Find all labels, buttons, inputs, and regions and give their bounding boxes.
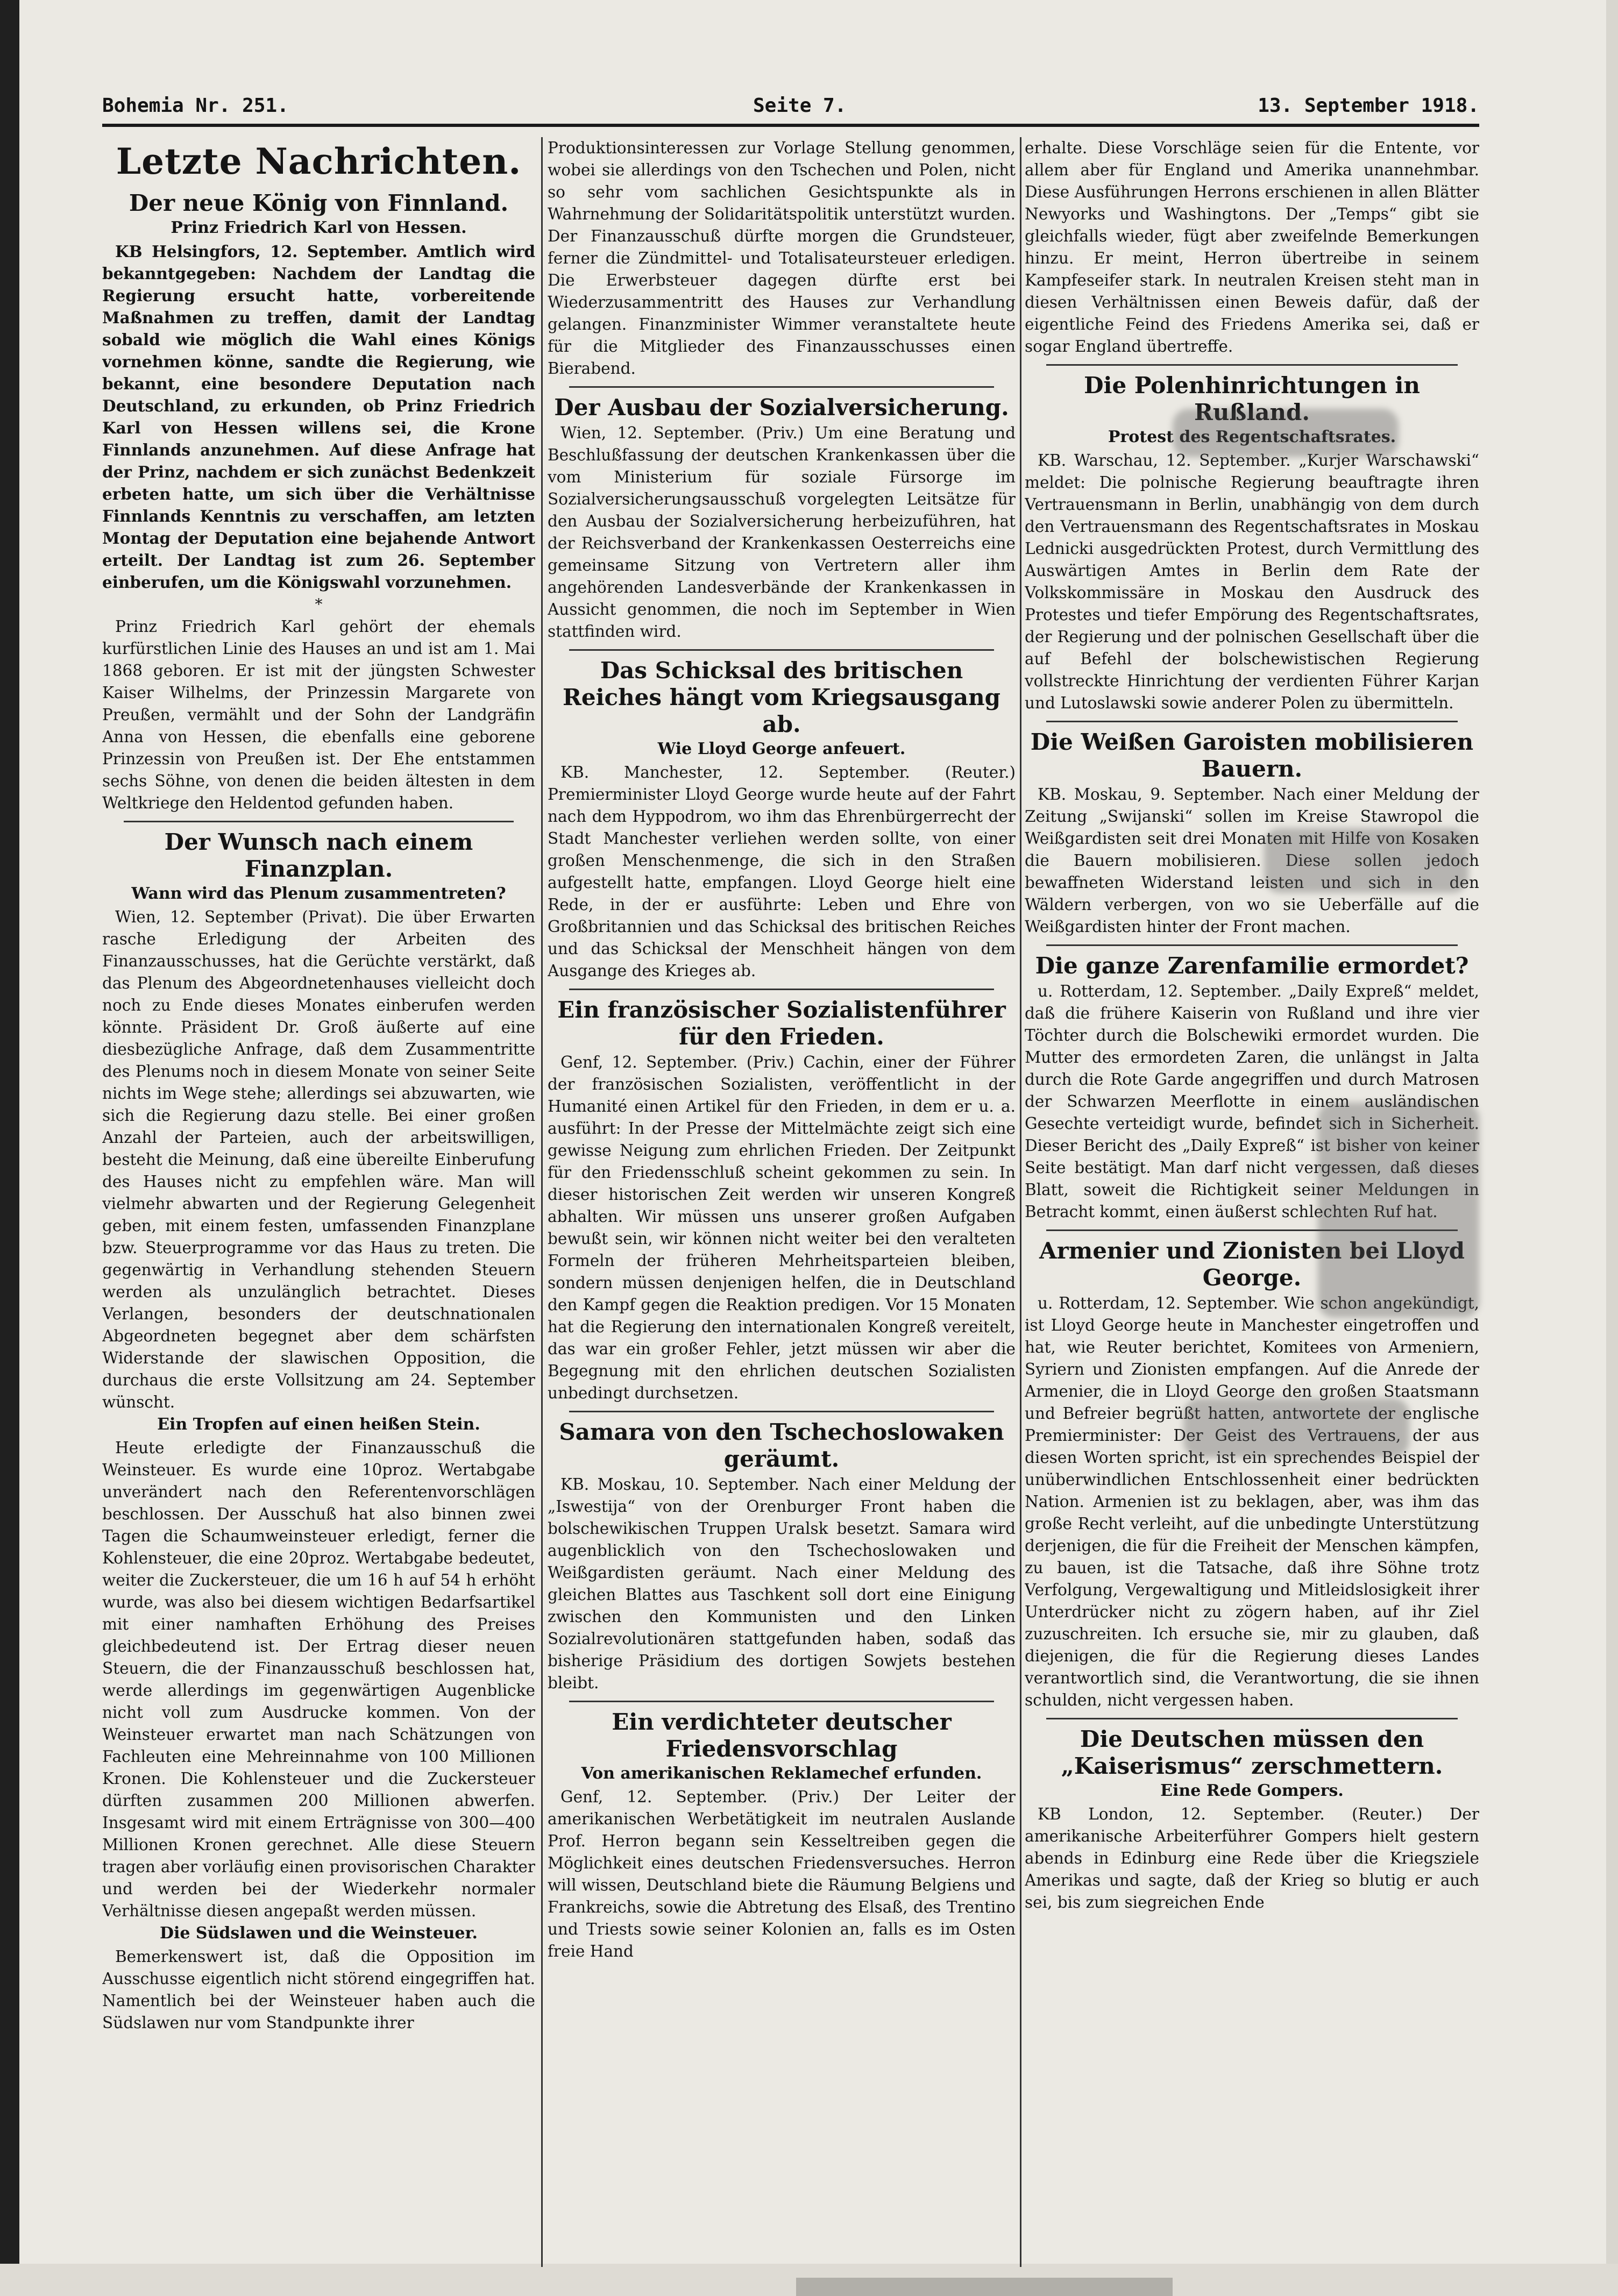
article-headline: Armenier und Zionisten bei Lloyd George. (1039, 1238, 1465, 1291)
ink-smudge (1264, 828, 1468, 893)
article-paragraph: Produktionsinteressen zur Vorlage Stellung genommen, wobei sie allerdings von den Tschechen und Polen, nicht so sehr vom sachlichen Gesichtspunkte als in Wahrnehmung der Solidaritätspolitik unterstützt wurden. Der Finanzausschuß dürfte morgen die Grundsteuer, ferner die Zündmittel- und Totalisateursteuer erledigen. Die Erwerbsteuer dagegen dürfte erst bei Wiederzusammentritt des Hauses zur Verhandlung gelangen. Finanzminister Wimmer veranstaltete heute für die Mitglieder des Finanzausschusses einen Bierabend. (548, 139, 1016, 378)
article-divider (124, 821, 514, 822)
article-subheadline: Von amerikanischen Reklamechef erfunden. (581, 1764, 982, 1783)
article-divider (569, 1701, 994, 1702)
article-headline: Die Polenhinrichtungen in Rußland. (1084, 372, 1420, 425)
article-paragraph: Genf, 12. September. (Priv.) Der Leiter der amerikanischen Werbetätigkeit im neutralen Auslande Prof. Herron begann sein Kesseltreiben gegen die Möglichkeit eines deutschen Friedensversuches. Herron will wissen, Deutschland biete die Räumung Belgiens und Frankreichs, sowie die Abtretung des Elsaß, des Trentino und Triests sowie seiner Kolonien an, falls es im Osten freie Hand (548, 1788, 1016, 1960)
article-divider (1046, 1718, 1458, 1719)
article-paragraph: Heute erledigte der Finanzausschuß die Weinsteuer. Es wurde eine 10proz. Wertabgabe unverändert nach den Referentenvorschlägen beschlossen. Der Ausschuß hat also binnen zwei Tagen die Schaumweinsteuer erledigt, ferner die Kohlensteuer, die eine 20proz. Wertabgabe bedeutet, weiter die Zuckersteuer, die um 16 h auf 54 h erhöht wurde, was also bei diesem wichtigen Bedarfsartikel mit einer namhaften Erhöhung des Preises gleichbedeutend ist. Der Ertrag dieser neuen Steuern, die der Finanzausschuß beschlossen hat, werde allerdings im gegenwärtigen Augenblicke nicht voll zum Ausdrucke kommen. Von der Weinsteuer erwartet man nach Schätzungen von Fachleuten eine Mehreinnahme von 100 Millionen Kronen. Die Kohlensteuer und die Zuckersteuer dürften zusammen 200 Millionen abwerfen. Insgesamt wird mit einem Erträgnisse von 300—400 Millionen Kronen gerechnet. Alle diese Steuern tragen aber vorläufig einen provisorischen Charakter und werden bei der Wiederkehr normaler Verhältnisse diesen angepaßt werden müssen. (102, 1439, 535, 1920)
article-headline: Der neue König von Finnland. (129, 190, 509, 216)
article-paragraph: Wien, 12. September. (Priv.) Um eine Beratung und Beschlußfassung der deutschen Krankenkassen über die vom Ministerium für soziale Fürsorge im Sozialversicherungsausschuß vorgelegten Leitsätze für den Ausbau der Sozialversicherung herbeizuführen, hat der Reichsverband der Krankenkassen Oesterreichs eine gemeinsame Sitzung von Vertretern aller ihm angehörenden Landesverbände der Krankenkassen in Aussicht genommen, die noch im September in Wien stattfinden wird. (548, 424, 1016, 641)
article-subheadline: Die Südslawen und die Weinsteuer. (159, 1924, 478, 1943)
scan-smudge (796, 2278, 1173, 2296)
ink-smudge (1183, 1398, 1409, 1458)
article-headline: Ein französischer Sozialistenführer für den Frieden. (557, 997, 1006, 1050)
article-divider (569, 386, 994, 388)
article-paragraph: KB. Moskau, 10. September. Nach einer Meldung der „Iswestija“ von der Orenburger Front haben die bolschewikischen Truppen Uralsk besetzt. Samara wird augenblicklich von den Tschechoslowaken und Weißgardisten geräumt. Nach einer Meldung des gleichen Blattes aus Taschkent soll dort eine Einigung zwischen den Kommunisten und den Linken Sozialrevolutionären stattgefunden haben, sodaß das bisherige Präsidium des dortigen Sowjets bestehen bleibt. (548, 1475, 1016, 1692)
column-2 (548, 137, 1016, 2267)
article-headline: Das Schicksal des britischen Reiches hängt vom Kriegsausgang ab. (562, 657, 1001, 737)
column-1 (102, 137, 535, 2267)
scan-edge-right (1606, 0, 1618, 2296)
article-paragraph: KB London, 12. September. (Reuter.) Der amerikanische Arbeiterführer Gompers hielt gestern abends in Edinburg eine Rede über die Kriegsziele Amerikas und sagte, daß der Krieg so blutig er auch sei, bis zum siegreichen Ende (1025, 1805, 1479, 1911)
article-divider (1046, 721, 1458, 722)
article-divider (569, 989, 994, 990)
article-subheadline: Ein Tropfen auf einen heißen Stein. (157, 1415, 480, 1434)
article-paragraph: Bemerkenswert ist, daß die Opposition im Ausschusse eigentlich nicht störend eingegriffen hat. Namentlich bei der Weinsteuer haben auch die Südslawen nur vom Standpunkte ihrer (102, 1947, 535, 2032)
article-headline: Ein verdichteter deutscher Friedensvorschlag (612, 1709, 952, 1762)
separator-asterisk: * (315, 595, 323, 613)
page-header (102, 90, 1479, 127)
article-paragraph: u. Rotterdam, 12. September. „Daily Expreß“ meldet, daß die frühere Kaiserin von Rußland und ihre vier Töchter durch die Bolschewiki ermordet wurden. Die Mutter des ermordeten Zaren, die unlängst in Jalta durch die Rote Garde angegriffen und durch Matrosen der Schwarzen Meerflotte in einem ausländischen Gesechte verteidigt wurde, befindet sich in Sicherheit. Dieser Bericht des „Daily Expreß“ ist bisher von keiner Seite bestätigt. Man darf nicht vergessen, daß dieses Blatt, soweit die Richtigkeit seiner Meldungen in Betracht kommt, einen äußerst schlechten Ruf hat. (1025, 982, 1479, 1221)
article-subheadline: Prinz Friedrich Karl von Hessen. (171, 218, 467, 237)
article-subheadline: Wann wird das Plenum zusammentreten? (131, 884, 506, 903)
article-paragraph: KB. Moskau, 9. September. Nach einer Meldung der Zeitung „Swijanski“ sollen im Kreise Stawropol die Weißgardisten seit drei Monaten mit Hilfe von Kosaken die Bauern mobilisieren. Diese sollen jedoch bewaffneten Widerstand leisten und sich in den Wäldern verbergen, von wo sie Ueberfälle auf die Weißgardisten hinter der Front machen. (1025, 785, 1479, 936)
header-page-number: Seite 7. (753, 95, 847, 117)
article-paragraph: Genf, 12. September. (Priv.) Cachin, einer der Führer der französischen Sozialisten, veröffentlicht in der Humanité einen Artikel für den Frieden, in dem er u. a. ausführt: In der Presse der Mittelmächte zeigt sich eine gewisse Neigung zum ehrlichen Frieden. Der Zeitpunkt für den Friedensschluß scheint gekommen zu sein. In dieser historischen Zeit werden wir unseren Kongreß abhalten. Wir müssen uns unserer großen Aufgaben bewußt sein, wir können nicht weiter bei den veralteten Formeln der früheren Mehrheitsparteien bleiben, sondern müssen denjenigen helfen, die in Deutschland den Kampf gegen die Reaktion predigen. Vor 15 Monaten hat die Regierung den internationalen Kongreß vereitelt, das war ein großer Fehler, jetzt müssen wir aber die Begegnung mit den ehrlichen deutschen Sozialisten unbedingt durchsetzen. (548, 1053, 1016, 1402)
article-paragraph: Wien, 12. September (Privat). Die über Erwarten rasche Erledigung der Arbeiten des Finanzausschusses, hat die Gerüchte verstärkt, daß das Plenum des Abgeordnetenhauses vielleicht doch noch zu Ende dieses Monates einberufen werden könnte. Präsident Dr. Groß äußerte auf eine diesbezügliche Anfrage, daß dem Zusammentritte des Plenums noch in diesem Monate von seiner Seite nichts im Wege stehe; allerdings sei abzuwarten, wie sich die Regierung dazu stelle. Bei einer großen Anzahl der Parteien, auch der arbeitswilligen, besteht die Meinung, daß eine übereilte Einberufung des Hauses nicht zu empfehlen wäre. Man will vielmehr abwarten und der Regierung Gelegenheit geben, mit einem festen, umfassenden Finanzplane bzw. Steuerprogramme vor das Haus zu treten. Die gegenwärtig in Verhandlung stehenden Steuern werden als unzulänglich betrachtet. Dieses Verlangen, besonders der deutschnationalen Abgeordneten begegnet aber dem schärfsten Widerstande der slawischen Opposition, die durchaus die erste Vollsitzung am 24. September wünscht. (102, 908, 535, 1411)
article-subheadline: Protest des Regentschaftsrates. (1108, 428, 1396, 446)
ink-smudge (1173, 409, 1399, 457)
article-headline: Der Wunsch nach einem Finanzplan. (164, 829, 473, 882)
article-paragraph: KB. Manchester, 12. September. (Reuter.) Premierminister Lloyd George wurde heute auf der Fahrt nach dem Hyppodrom, wo ihm das Ehrenbürgerrecht der Stadt Manchester verliehen werden sollte, von einer großen Menschenmenge, die sich in den Straßen aufgestellt hatte, empfangen. Lloyd George hielt eine Rede, in der er ausführte: Leben und Ehre von Großbritannien und das Schicksal des britischen Reiches und das Schicksal der Menschheit hängen von dem Ausgange des Krieges ab. (548, 763, 1016, 980)
article-subheadline: Eine Rede Gompers. (1160, 1781, 1344, 1800)
article-paragraph: KB Helsingfors, 12. September. Amtlich wird bekanntgegeben: Nachdem der Landtag die Regierung ersucht hatte, vorbereitende Maßnahmen zu treffen, damit der Landtag sobald wie möglich die Wahl eines Königs vornehmen könne, sandte die Regierung, wie bekannt, eine besondere Deputation nach Deutschland, zu erkunden, ob Prinz Friedrich Karl von Hessen willens sei, die Krone Finnlands anzunehmen. Auf diese Anfrage hat der Prinz, nachdem er sich zunächst Bedenkzeit erbeten hatte, um sich über die Verhältnisse Finnlands Kenntnis zu verschaffen, am letzten Montag der Deputation eine bejahende Antwort erteilt. Der Landtag ist zum 26. September einberufen, um die Königswahl vorzunehmen. (102, 242, 535, 592)
scan-edge-left (0, 0, 19, 2296)
header-date: 13. September 1918. (1258, 95, 1479, 117)
article-paragraph: KB. Warschau, 12. September. „Kurjer Warschawski“ meldet: Die polnische Regierung beauftragte ihren Vertrauensmann in Berlin, unabhängig von dem durch den Vertrauensmann des Regentschaftsrates in Moskau Lednicki ausgedrückten Protest, durch Vermittlung des Auswärtigen Amtes in Berlin dem Rate der Volkskommissäre in Moskau den Ausdruck des Protestes und tiefer Empörung des Regentschaftsrates, der Regierung und der polnischen Gesellschaft über die auf Befehl der bolschewistischen Regierung vollstreckte Hinrichtung der verdienten Führer Karjan und Lutoslawski sowie anderer Polen zu übermitteln. (1025, 451, 1479, 712)
section-masthead: Letzte Nachrichten. (116, 140, 522, 182)
article-subheadline: Wie Lloyd George anfeuert. (657, 740, 906, 758)
column-separator (541, 137, 543, 2267)
article-divider (1046, 944, 1458, 946)
header-issue: Bohemia Nr. 251. (102, 95, 289, 117)
article-divider (1046, 364, 1458, 366)
article-headline: Die ganze Zarenfamilie ermordet? (1035, 952, 1469, 979)
article-headline: Samara von den Tschechoslowaken geräumt. (559, 1419, 1004, 1472)
article-headline: Die Weißen Garoisten mobilisieren Bauern. (1030, 729, 1474, 782)
article-divider (569, 1411, 994, 1412)
article-headline: Die Deutschen müssen den „Kaiserismus“ zerschmettern. (1061, 1726, 1443, 1779)
column-separator (1020, 137, 1021, 2267)
article-headline: Der Ausbau der Sozialversicherung. (554, 394, 1009, 421)
article-divider (569, 649, 994, 651)
ink-smudge (1318, 1103, 1479, 1318)
article-paragraph: erhalte. Diese Vorschläge seien für die Entente, vor allem aber für England und Amerika unannehmbar. Diese Ausführungen Herrons erschienen in allen Blätter Newyorks und Washingtons. Der „Temps“ gibt sie gleichfalls wieder, fügt aber zweifelnde Bemerkungen hinzu. Er meint, Herron übertreibe in seinem Kampfeseifer stark. In neutralen Kreisen steht man in diesen Verhältnissen einen Beweis dafür, daß der eigentliche Feind des Friedens Amerika sei, daß er sogar England übertreffe. (1025, 139, 1479, 356)
article-paragraph: Prinz Friedrich Karl gehört der ehemals kurfürstlichen Linie des Hauses an und ist am 1. Mai 1868 geboren. Er ist mit der jüngsten Schwester Kaiser Wilhelms, der Prinzessin Margarete von Preußen, vermählt und der Sohn der Landgräfin Anna von Hessen, die ebenfalls eine geborene Prinzessin von Preußen ist. Der Ehe entstammen sechs Söhne, von denen die beiden ältesten in dem Weltkriege den Heldentod gefunden haben. (102, 617, 535, 812)
article-paragraph: u. Rotterdam, 12. September. Wie schon angekündigt, ist Lloyd George heute in Manchester eingetroffen und hat, wie Reuter berichtet, Komitees von Armeniern, Syriern und Zionisten empfangen. Auf die Anrede der Armenier, die in Lloyd George den großen Staatsmann und Befreier begrüßt hatten, antwortete der englische Premierminister: Der Geist des Vertrauens, der aus diesen Worten spricht, ist ein sprechendes Beispiel der unüberwindlichen Entschlossenheit einer bedrückten Nation. Armenien ist zu beklagen, aber, was ihm das große Recht verleiht, auf die unbedingte Unterstützung derjenigen, die für die Freiheit der Menschen kämpfen, zu bauen, ist die Tatsache, daß ihre Söhne trotz Verfolgung, Vergewaltigung und Mitleidslosigkeit ihrer Unterdrücker nicht zu zögern haben, auf ihr Ziel zuzuschreiten. Ich ersuche sie, mir zu glauben, daß diejenigen, die für die Regierung dieses Landes verantwortlich sind, die Verantwortung, die sie ihnen schulden, nicht vergessen haben. (1025, 1294, 1479, 1709)
